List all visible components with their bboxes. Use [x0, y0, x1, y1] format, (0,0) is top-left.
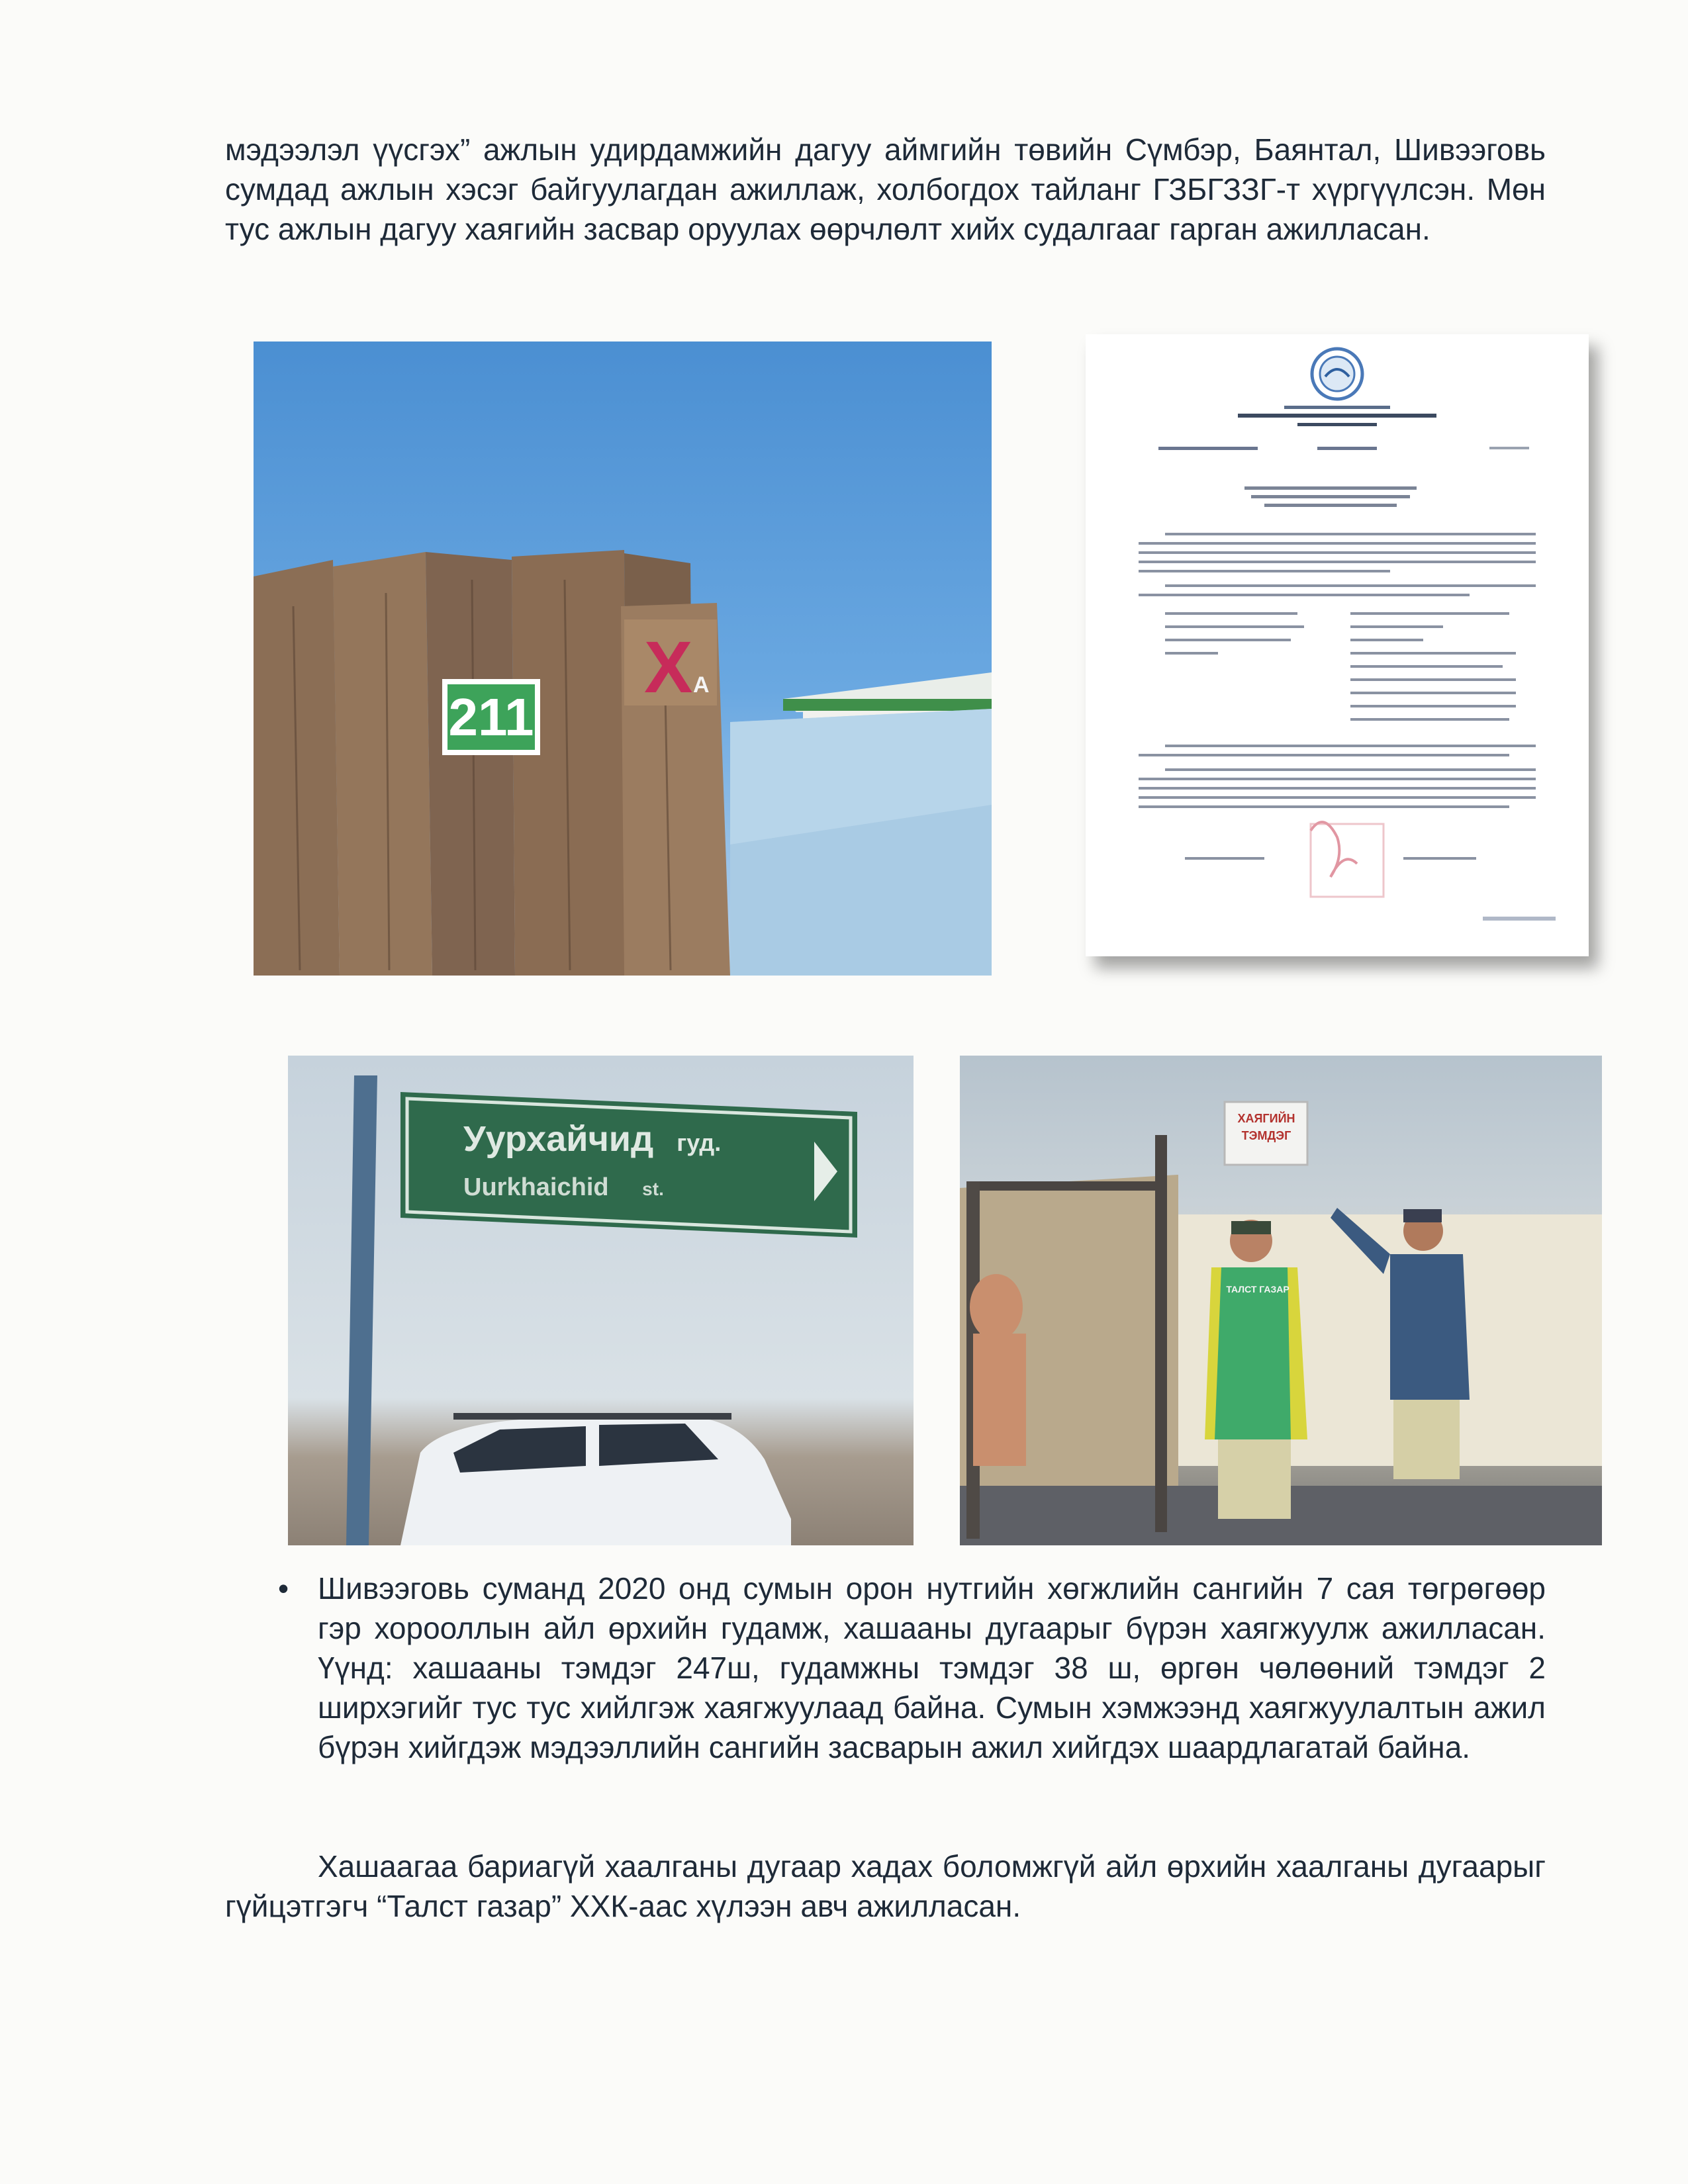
letter-illustration [1086, 334, 1589, 956]
fence-sign-letter: А [693, 672, 710, 698]
closing-paragraph: Хашаагаа бариагүй хаалганы дугаар хадах боломжгүй айл өрхийн хаалганы дугаарыг гүйцэтгэгч “Талст газар” ХХК-аас хүлээн авч ажилласан. [225, 1849, 1546, 1923]
street-name-mn: Уурхайчид гуд. [463, 1119, 722, 1159]
address-sign-text: ХАЯГИЙН ТЭМДЭГ [1237, 1112, 1295, 1142]
intro-paragraph: мэдээлэл үүсгэх” ажлын удирдамжийн дагуу аймгийн төвийн Сүмбэр, Баянтал, Шивээговь сумдад ажлын хэсэг байгуулагдан ажиллаж, холбогдох тайланг ГЗБГЗЗГ-т хүргүүлсэн. Мөн тус ажлын дагуу хаягийн засвар оруулах өөрчлөлт хийх судалгааг гарган ажилласан. [225, 132, 1546, 246]
fence-illustration [254, 341, 992, 976]
bullet-paragraph: Шивээговь суманд 2020 онд сумын орон нутгийн хөгжлийн сангийн 7 сая төгрөгөөр гэр хорооллын айл өрхийн гудамж, хашааны дугаарыг бүрэн хаягжуулж ажилласан. Үүнд: хашааны тэмдэг 247ш, гудамжны тэмдэг 38 ш, өргөн чөлөөний тэмдэг 2 ширхэгийг тус тус хийлгэж хаягжуулаад байна. Сумын хэмжээнд хаягжуулалтын ажил бүрэн хийгдэж мэдээллийн сангийн засварын ажил хийгдэх шаардлагатай байна. [318, 1571, 1546, 1764]
fence-photo [254, 341, 992, 976]
svg-text:X: X [644, 627, 693, 708]
workers-photo [960, 1056, 1602, 1545]
bullet-icon: • [278, 1571, 289, 1606]
official-letter-scan [1086, 334, 1589, 956]
street-sign-photo [288, 1056, 914, 1545]
house-number-plate: 211 [448, 688, 534, 747]
bullet-list-item [225, 1569, 1546, 1767]
vest-text: ТАЛСТ ГАЗАР [1226, 1284, 1289, 1295]
street-name-en: Uurkhaichid st. [463, 1173, 664, 1201]
